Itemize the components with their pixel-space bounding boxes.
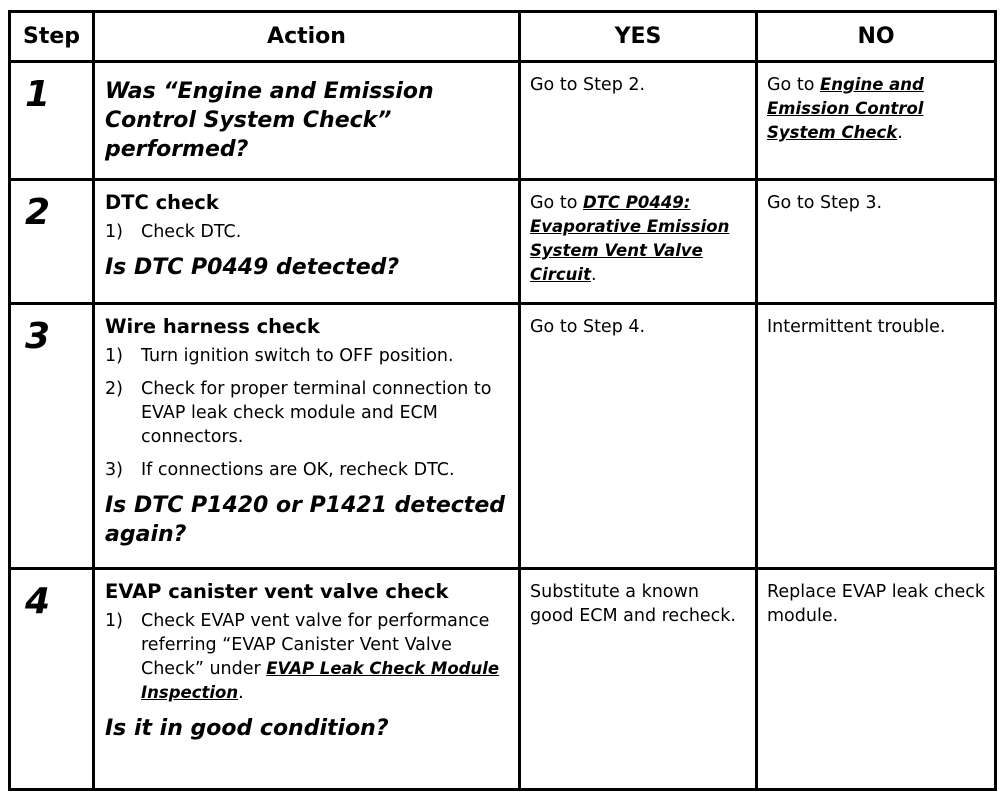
diagnostic-table bbox=[8, 10, 997, 791]
reference-link[interactable]: Engine and Emission Control System Check bbox=[767, 75, 924, 142]
list-item: 3) If connections are OK, recheck DTC. bbox=[105, 460, 455, 480]
step-number: 1 bbox=[25, 74, 51, 115]
step-question: Was “Engine and Emission Control System Check” performed? bbox=[105, 79, 434, 162]
action-cell bbox=[94, 62, 520, 180]
table-row bbox=[10, 304, 996, 569]
no-text: Go to Step 3. bbox=[767, 193, 883, 213]
yes-text: Go to Step 4. bbox=[530, 317, 646, 337]
header-no: NO bbox=[757, 12, 996, 62]
step-items bbox=[105, 344, 510, 482]
table-row bbox=[10, 62, 996, 180]
yes-cell bbox=[520, 304, 757, 569]
yes-cell bbox=[520, 62, 757, 180]
no-text: Replace EVAP leak check module. bbox=[767, 582, 986, 626]
list-item: 2) Check for proper terminal connection to EVAP leak check module and ECM connectors. bbox=[105, 379, 492, 447]
action-cell bbox=[94, 569, 520, 790]
yes-prefix: Go to bbox=[530, 193, 583, 213]
step-title: Wire harness check bbox=[105, 315, 320, 338]
reference-link[interactable]: EVAP Leak Check Module Inspection bbox=[141, 659, 500, 702]
yes-cell bbox=[520, 569, 757, 790]
no-suffix: . bbox=[897, 123, 903, 143]
list-item: 1) Check EVAP vent valve for performance referring “EVAP Canister Vent Valve Check” under EVAP Leak Check Module Inspection. bbox=[105, 611, 500, 703]
step-items bbox=[105, 220, 510, 244]
step-number-cell bbox=[10, 304, 94, 569]
yes-cell bbox=[520, 180, 757, 304]
no-prefix: Go to bbox=[767, 75, 820, 95]
list-item: 1) Turn ignition switch to OFF position. bbox=[105, 346, 454, 366]
step-question: Is it in good condition? bbox=[105, 716, 389, 741]
no-cell bbox=[757, 569, 996, 790]
step-question: Is DTC P0449 detected? bbox=[105, 255, 400, 280]
step-question: Is DTC P1420 or P1421 detected again? bbox=[105, 493, 505, 547]
no-cell bbox=[757, 304, 996, 569]
header-yes: YES bbox=[520, 12, 757, 62]
step-number: 3 bbox=[25, 316, 51, 357]
header-action: Action bbox=[94, 12, 520, 62]
header-step: Step bbox=[10, 12, 94, 62]
step-number-cell bbox=[10, 180, 94, 304]
step-number: 2 bbox=[25, 192, 51, 233]
no-cell bbox=[757, 180, 996, 304]
yes-text: Substitute a known good ECM and recheck. bbox=[530, 582, 736, 626]
action-cell bbox=[94, 304, 520, 569]
yes-text: Go to Step 2. bbox=[530, 75, 646, 95]
action-cell bbox=[94, 180, 520, 304]
no-cell bbox=[757, 62, 996, 180]
step-title: EVAP canister vent valve check bbox=[105, 580, 449, 603]
list-item: 1) Check DTC. bbox=[105, 222, 242, 242]
step-number: 4 bbox=[25, 581, 51, 622]
header-row bbox=[10, 12, 996, 62]
step-items bbox=[105, 609, 510, 705]
no-text: Intermittent trouble. bbox=[767, 317, 946, 337]
table-row bbox=[10, 569, 996, 790]
step-title: DTC check bbox=[105, 191, 219, 214]
table-row bbox=[10, 180, 996, 304]
step-number-cell bbox=[10, 62, 94, 180]
yes-suffix: . bbox=[590, 265, 597, 285]
step-number-cell bbox=[10, 569, 94, 790]
reference-link[interactable]: DTC P0449: Evaporative Emission System Vent Valve Circuit bbox=[530, 193, 730, 284]
